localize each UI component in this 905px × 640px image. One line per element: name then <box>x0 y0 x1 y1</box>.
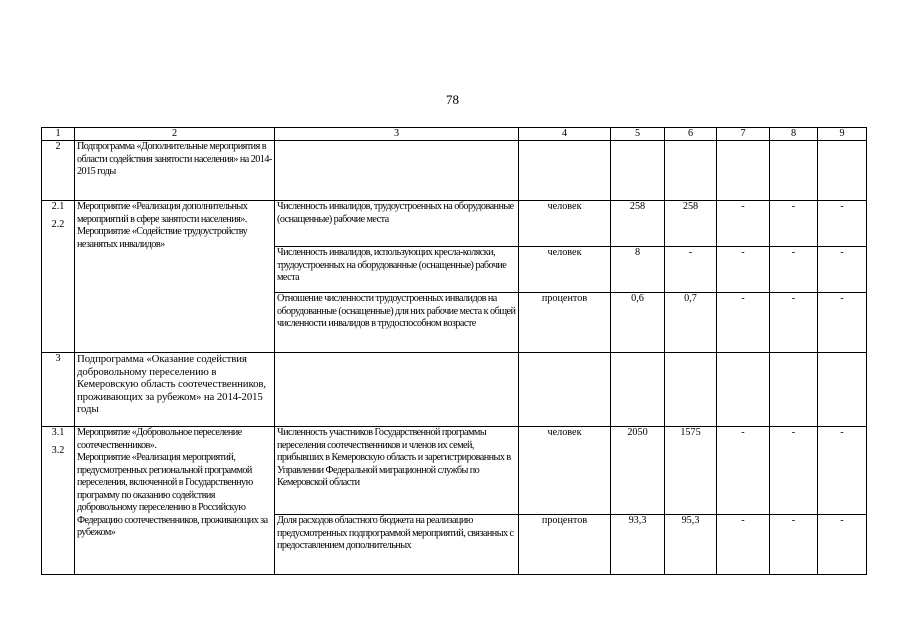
header-cell: 9 <box>818 128 867 141</box>
subprogram-name: Подпрограмма «Дополнительные мероприятия в области содействия занятости населения» на 2014-2015 годы <box>75 141 275 201</box>
indicator-text: Численность инвалидов, использующих кресла-коляски, трудоустроенных на оборудованные (оснащенные) рабочие места <box>275 247 519 293</box>
page-number: 78 <box>446 92 459 107</box>
value-cell: 1575 <box>665 427 717 515</box>
value-cell: 93,3 <box>611 515 665 575</box>
value-cell: - <box>818 427 867 515</box>
activity-name: Мероприятие «Добровольное переселение соотечественников». Мероприятие «Реализация мероприятий, предусмотренных региональной программой переселения, включенной в Государственную программу по оказанию содействия добровольному переселению в Российскую Федерацию соотечественников, проживающих за рубежом» <box>75 427 275 575</box>
value-cell: 95,3 <box>665 515 717 575</box>
value-cell: 0,6 <box>611 293 665 353</box>
header-cell: 8 <box>770 128 818 141</box>
value-cell: - <box>717 247 770 293</box>
header-cell: 1 <box>42 128 75 141</box>
indicator-unit: человек <box>519 427 611 515</box>
header-cell: 5 <box>611 128 665 141</box>
indicator-unit: человек <box>519 201 611 247</box>
value-cell: - <box>818 201 867 247</box>
table-row <box>42 201 867 247</box>
value-cell: - <box>717 427 770 515</box>
value-cell: - <box>770 515 818 575</box>
table-row <box>42 353 867 427</box>
header-row <box>42 128 867 141</box>
indicator-text: Численность участников Государственной программы переселения соотечественников и членов их семей, прибывших в Кемеровскую область и зарегистрированных в Управлении Федеральной миграционной службы по Кемеровской области <box>275 427 519 515</box>
value-cell: - <box>818 293 867 353</box>
value-cell: - <box>717 515 770 575</box>
value-cell: - <box>717 201 770 247</box>
header-cell: 3 <box>275 128 519 141</box>
indicator-unit: процентов <box>519 293 611 353</box>
value-cell: - <box>665 247 717 293</box>
table-row <box>42 141 867 201</box>
indicator-text: Отношение численности трудоустроенных инвалидов на оборудованные (оснащенные) для них рабочие места к общей численности инвалидов в трудоспособном возрасте <box>275 293 519 353</box>
row-number: 3.1 3.2 <box>42 427 75 575</box>
header-cell: 4 <box>519 128 611 141</box>
table-row <box>42 427 867 515</box>
value-cell: - <box>717 293 770 353</box>
value-cell: 8 <box>611 247 665 293</box>
value-cell: 2050 <box>611 427 665 515</box>
value-cell: - <box>770 427 818 515</box>
activity-name: Мероприятие «Реализация дополнительных мероприятий в сфере занятости населения». Мероприятие «Содействие трудоустройству незанятых инвалидов» <box>75 201 275 353</box>
header-cell: 2 <box>75 128 275 141</box>
row-number: 2 <box>42 141 75 201</box>
indicator-text: Численность инвалидов, трудоустроенных на оборудованные (оснащенные) рабочие места <box>275 201 519 247</box>
indicator-text: Доля расходов областного бюджета на реализацию предусмотренных подпрограммой мероприятий, связанных с предоставлением дополнительных <box>275 515 519 575</box>
value-cell: - <box>770 201 818 247</box>
value-cell: - <box>818 247 867 293</box>
subprogram-name: Подпрограмма «Оказание содействия добровольному переселению в Кемеровскую область соотечественников, проживающих за рубежом» на 2014-2015 годы <box>75 353 275 427</box>
value-cell: - <box>770 247 818 293</box>
indicators-table <box>41 127 867 575</box>
row-number: 2.1 2.2 <box>42 201 75 353</box>
value-cell: 258 <box>611 201 665 247</box>
value-cell: 0,7 <box>665 293 717 353</box>
value-cell: - <box>770 293 818 353</box>
value-cell: 258 <box>665 201 717 247</box>
indicator-unit: человек <box>519 247 611 293</box>
header-cell: 7 <box>717 128 770 141</box>
row-number: 3 <box>42 353 75 427</box>
header-cell: 6 <box>665 128 717 141</box>
indicator-unit: процентов <box>519 515 611 575</box>
value-cell: - <box>818 515 867 575</box>
